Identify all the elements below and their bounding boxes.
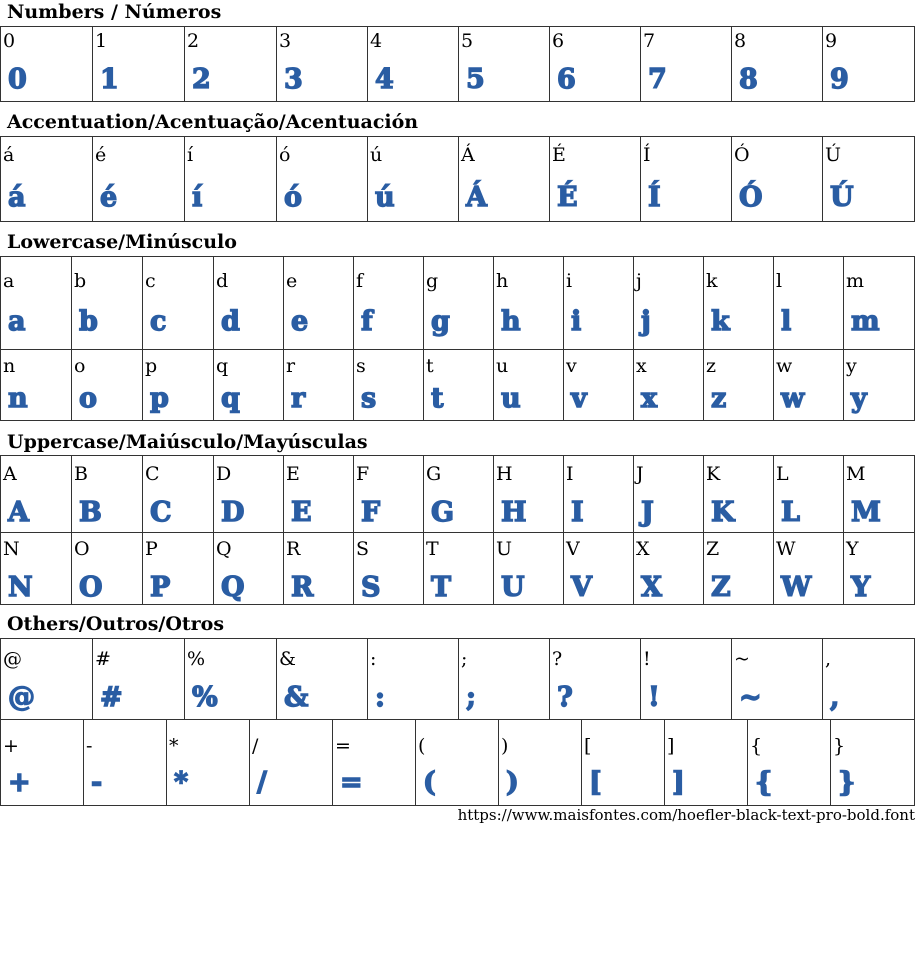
glyph-cell-w-57 (774, 532, 844, 604)
font-sample-glyph: j (641, 306, 651, 337)
character-label: j (636, 270, 642, 292)
glyph-cell-8-38 (732, 27, 823, 101)
character-label: q (216, 355, 229, 377)
font-sample-glyph: ; (466, 682, 476, 713)
glyph-cell-m-4d (844, 456, 914, 532)
font-sample-glyph: D (221, 497, 245, 528)
character-label: C (145, 463, 160, 485)
character-label: h (496, 270, 509, 292)
font-sample-glyph: w (781, 383, 805, 414)
font-sample-glyph: 3 (284, 64, 303, 95)
character-label: ú (370, 144, 383, 166)
font-sample-glyph: c (150, 306, 167, 337)
font-sample-glyph: U (501, 572, 525, 603)
character-label: J (636, 463, 644, 485)
character-label: } (833, 735, 846, 757)
glyph-cell-u7e (732, 639, 823, 719)
font-sample-glyph: á (8, 182, 26, 213)
font-sample-glyph: Q (221, 572, 245, 603)
font-sample-glyph: T (431, 572, 452, 603)
font-sample-glyph: X (641, 572, 662, 603)
font-sample-glyph: i (571, 306, 582, 337)
character-label: 7 (643, 30, 656, 52)
character-label: b (74, 270, 87, 292)
character-label: i (566, 270, 573, 292)
character-label: s (356, 355, 366, 377)
font-sample-glyph: B (79, 497, 102, 528)
glyph-cell-2-32 (185, 27, 277, 101)
glyph-cell-j-4a (634, 456, 704, 532)
character-label: ) (501, 735, 509, 757)
character-label: S (356, 538, 370, 560)
font-sample-glyph: s (361, 383, 377, 414)
character-label: m (846, 270, 865, 292)
glyph-cell-x-58 (634, 532, 704, 604)
character-label: ? (552, 648, 563, 670)
character-label: R (286, 538, 301, 560)
character-label: F (356, 463, 370, 485)
section-title-uppercase: Uppercase/Maiúsculo/Mayúsculas (7, 431, 368, 453)
font-sample-glyph: o (79, 383, 98, 414)
glyph-cell-u3d (333, 719, 416, 805)
font-sample-glyph: V (571, 572, 592, 603)
font-sample-glyph: K (711, 497, 735, 528)
font-sample-glyph: C (150, 497, 172, 528)
font-sample-glyph: 9 (830, 64, 849, 95)
character-label: K (706, 463, 721, 485)
uppercase-grid (0, 455, 915, 605)
character-label: ! (643, 648, 651, 670)
glyph-cell-uc9 (550, 137, 641, 221)
font-sample-glyph: ! (648, 682, 660, 713)
font-sample-glyph: Ó (739, 182, 763, 213)
character-label: 0 (3, 30, 16, 52)
glyph-cell-x-78 (634, 349, 704, 420)
accentuation-grid (0, 136, 915, 222)
character-label: X (636, 538, 650, 560)
glyph-cell-3-33 (277, 27, 368, 101)
font-sample-glyph: h (501, 306, 521, 337)
font-sample-glyph: ( (423, 767, 436, 798)
character-label: H (496, 463, 513, 485)
glyph-cell-n-4e (1, 532, 72, 604)
glyph-cell-d-44 (214, 456, 284, 532)
font-sample-glyph: b (79, 306, 98, 337)
character-label: á (3, 144, 15, 166)
glyph-cell-u5b (582, 719, 665, 805)
glyph-cell-j-6a (634, 257, 704, 349)
character-label: # (95, 648, 111, 670)
font-sample-glyph: / (257, 767, 267, 798)
character-label: t (426, 355, 434, 377)
character-label: : (370, 648, 377, 670)
glyph-cell-uda (823, 137, 914, 221)
font-sample-glyph: g (431, 306, 450, 337)
font-sample-glyph: G (431, 497, 455, 528)
glyph-cell-u2b (1, 719, 84, 805)
character-label: B (74, 463, 88, 485)
glyph-cell-g-47 (424, 456, 494, 532)
font-sample-glyph: x (641, 383, 658, 414)
character-label: ó (279, 144, 291, 166)
character-label: f (356, 270, 364, 292)
glyph-cell-ued (185, 137, 277, 221)
glyph-cell-ucd (641, 137, 732, 221)
character-label: v (566, 355, 577, 377)
others-grid (0, 638, 915, 806)
glyph-cell-y-79 (844, 349, 914, 420)
font-sample-glyph: d (221, 306, 240, 337)
glyph-cell-p-50 (143, 532, 214, 604)
character-label: e (286, 270, 298, 292)
glyph-cell-r-72 (284, 349, 354, 420)
font-sample-glyph: - (91, 767, 103, 798)
glyph-cell-6-36 (550, 27, 641, 101)
character-label: ~ (734, 648, 750, 670)
font-sample-glyph: p (150, 383, 169, 414)
font-sample-glyph: E (291, 497, 312, 528)
glyph-cell-z-7a (704, 349, 774, 420)
glyph-cell-q-51 (214, 532, 284, 604)
font-sample-glyph: 8 (739, 64, 758, 95)
glyph-cell-t-74 (424, 349, 494, 420)
character-label: Ú (825, 144, 842, 166)
glyph-cell-u21 (641, 639, 732, 719)
font-sample-glyph: ] (672, 767, 685, 798)
character-label: Z (706, 538, 720, 560)
font-sample-glyph: q (221, 383, 240, 414)
glyph-cell-u23 (93, 639, 185, 719)
glyph-cell-v-56 (564, 532, 634, 604)
character-label: L (776, 463, 789, 485)
glyph-cell-v-76 (564, 349, 634, 420)
font-sample-glyph: & (284, 682, 309, 713)
glyph-cell-o-4f (72, 532, 143, 604)
glyph-cell-f-46 (354, 456, 424, 532)
character-label: U (496, 538, 513, 560)
font-sample-glyph: % (192, 682, 218, 713)
glyph-cell-l-4c (774, 456, 844, 532)
character-label: { (750, 735, 763, 757)
glyph-cell-w-77 (774, 349, 844, 420)
glyph-cell-m-6d (844, 257, 914, 349)
character-label: O (74, 538, 90, 560)
font-sample-glyph: É (557, 182, 578, 213)
glyph-cell-uf3 (277, 137, 368, 221)
character-label: % (187, 648, 206, 670)
glyph-cell-k-4b (704, 456, 774, 532)
glyph-cell-u2d (84, 719, 167, 805)
font-sample-glyph: Ú (830, 182, 854, 213)
glyph-cell-u2c (823, 639, 914, 719)
glyph-cell-ue9 (93, 137, 185, 221)
font-sample-glyph: : (375, 682, 385, 713)
glyph-cell-c-43 (143, 456, 214, 532)
character-label: Y (846, 538, 859, 560)
glyph-cell-u3b (459, 639, 550, 719)
source-url: https://www.maisfontes.com/hoefler-black-text-pro-bold.font (457, 806, 915, 824)
font-sample-glyph: , (830, 682, 840, 713)
font-sample-glyph: 7 (648, 64, 667, 95)
character-label: Q (216, 538, 232, 560)
font-sample-glyph: [ (589, 767, 602, 798)
character-label: w (776, 355, 793, 377)
character-label: [ (584, 735, 592, 757)
character-label: - (86, 735, 93, 757)
glyph-cell-s-73 (354, 349, 424, 420)
glyph-cell-ud3 (732, 137, 823, 221)
character-label: Á (461, 144, 475, 166)
character-label: ] (667, 735, 675, 757)
character-label: Í (643, 144, 651, 166)
glyph-cell-q-71 (214, 349, 284, 420)
glyph-cell-s-53 (354, 532, 424, 604)
glyph-cell-y-59 (844, 532, 914, 604)
font-sample-glyph: 4 (375, 64, 394, 95)
font-sample-glyph: e (291, 306, 309, 337)
section-title-accentuation: Accentuation/Acentuação/Acentuación (7, 111, 419, 133)
character-label: z (706, 355, 717, 377)
character-label: é (95, 144, 107, 166)
glyph-cell-7-37 (641, 27, 732, 101)
font-sample-glyph: l (781, 306, 792, 337)
character-label: p (145, 355, 158, 377)
character-label: l (776, 270, 783, 292)
glyph-cell-e-45 (284, 456, 354, 532)
numbers-grid (0, 26, 915, 102)
font-sample-glyph: y (851, 383, 867, 414)
character-label: / (252, 735, 259, 757)
glyph-cell-h-48 (494, 456, 564, 532)
font-sample-glyph: f (361, 306, 373, 337)
font-sample-glyph: = (340, 767, 363, 798)
font-sample-glyph: R (291, 572, 314, 603)
character-label: y (846, 355, 857, 377)
character-label: M (846, 463, 866, 485)
font-sample-glyph: í (192, 182, 203, 213)
font-sample-glyph: } (838, 767, 856, 798)
font-sample-glyph: Y (851, 572, 871, 603)
character-label: 9 (825, 30, 838, 52)
glyph-cell-h-68 (494, 257, 564, 349)
font-sample-glyph: J (641, 497, 654, 528)
font-sample-glyph: ? (557, 682, 573, 713)
glyph-cell-f-66 (354, 257, 424, 349)
font-sample-glyph: r (291, 383, 306, 414)
character-label: N (3, 538, 20, 560)
font-sample-glyph: m (851, 306, 880, 337)
character-label: d (216, 270, 229, 292)
character-label: k (706, 270, 718, 292)
character-label: G (426, 463, 442, 485)
character-label: 1 (95, 30, 108, 52)
font-sample-glyph: Í (648, 182, 661, 213)
font-sample-glyph: S (361, 572, 381, 603)
character-label: A (3, 463, 17, 485)
glyph-cell-i-49 (564, 456, 634, 532)
font-sample-glyph: k (711, 306, 730, 337)
character-label: & (279, 648, 296, 670)
font-sample-glyph: a (8, 306, 26, 337)
glyph-cell-b-42 (72, 456, 143, 532)
character-label: W (776, 538, 796, 560)
font-sample-glyph: N (8, 572, 33, 603)
font-sample-glyph: Á (466, 182, 487, 213)
font-sample-glyph: P (150, 572, 171, 603)
font-sample-glyph: Z (711, 572, 731, 603)
glyph-cell-p-70 (143, 349, 214, 420)
font-sample-glyph: ú (375, 182, 395, 213)
character-label: 3 (279, 30, 292, 52)
glyph-cell-d-64 (214, 257, 284, 349)
character-label: 2 (187, 30, 200, 52)
font-sample-glyph: H (501, 497, 527, 528)
font-sample-glyph: F (361, 497, 381, 528)
font-sample-glyph: I (571, 497, 584, 528)
glyph-cell-z-5a (704, 532, 774, 604)
glyph-cell-1-31 (93, 27, 185, 101)
character-label: í (187, 144, 194, 166)
font-sample-glyph: ó (284, 182, 303, 213)
glyph-cell-0-30 (1, 27, 93, 101)
character-label: Ó (734, 144, 750, 166)
font-sample-glyph: + (8, 767, 31, 798)
glyph-cell-u7b (748, 719, 831, 805)
character-label: a (3, 270, 15, 292)
font-sample-glyph: W (781, 572, 812, 603)
glyph-cell-ue1 (1, 137, 93, 221)
glyph-cell-u28 (416, 719, 499, 805)
glyph-cell-u5d (665, 719, 748, 805)
glyph-cell-ufa (368, 137, 459, 221)
character-label: D (216, 463, 232, 485)
character-label: V (566, 538, 580, 560)
font-sample-glyph: { (755, 767, 773, 798)
character-label: + (3, 735, 19, 757)
font-sample-glyph: M (851, 497, 881, 528)
glyph-cell-l-6c (774, 257, 844, 349)
character-label: * (169, 735, 179, 757)
lowercase-grid (0, 256, 915, 421)
glyph-cell-u40 (1, 639, 93, 719)
glyph-cell-u29 (499, 719, 582, 805)
section-title-others: Others/Outros/Otros (7, 613, 225, 635)
font-sample-glyph: 2 (192, 64, 211, 95)
glyph-cell-i-69 (564, 257, 634, 349)
glyph-cell-n-6e (1, 349, 72, 420)
font-sample-glyph: L (781, 497, 800, 528)
font-sample-glyph: ~ (739, 682, 762, 713)
character-label: , (825, 648, 832, 670)
glyph-cell-u7d (831, 719, 914, 805)
font-sample-glyph: # (100, 682, 123, 713)
glyph-cell-u3f (550, 639, 641, 719)
glyph-cell-g-67 (424, 257, 494, 349)
glyph-cell-u3a (368, 639, 459, 719)
glyph-cell-t-54 (424, 532, 494, 604)
glyph-cell-u25 (185, 639, 277, 719)
glyph-cell-u2f (250, 719, 333, 805)
glyph-cell-c-63 (143, 257, 214, 349)
glyph-cell-a-61 (1, 257, 72, 349)
font-sample-glyph: t (431, 383, 444, 414)
character-label: r (286, 355, 296, 377)
glyph-cell-k-6b (704, 257, 774, 349)
character-label: 8 (734, 30, 747, 52)
glyph-cell-b-62 (72, 257, 143, 349)
character-label: 5 (461, 30, 474, 52)
character-label: = (335, 735, 351, 757)
glyph-cell-a-41 (1, 456, 72, 532)
character-label: 4 (370, 30, 383, 52)
character-label: ( (418, 735, 426, 757)
glyph-cell-u-75 (494, 349, 564, 420)
font-sample-glyph: z (711, 383, 727, 414)
character-label: ; (461, 648, 468, 670)
font-sample-glyph: u (501, 383, 521, 414)
font-sample-glyph: 6 (557, 64, 576, 95)
glyph-cell-4-34 (368, 27, 459, 101)
character-label: n (3, 355, 16, 377)
font-sample-glyph: 1 (100, 64, 119, 95)
character-label: 6 (552, 30, 565, 52)
section-title-numbers: Numbers / Números (7, 1, 222, 23)
font-sample-glyph: 5 (466, 64, 485, 95)
character-label: g (426, 270, 439, 292)
character-label: o (74, 355, 86, 377)
font-sample-glyph: ) (506, 767, 519, 798)
character-label: T (426, 538, 439, 560)
character-label: x (636, 355, 647, 377)
font-sample-glyph: O (79, 572, 103, 603)
character-label: @ (3, 648, 22, 670)
glyph-cell-u-55 (494, 532, 564, 604)
glyph-cell-uc1 (459, 137, 550, 221)
glyph-cell-u26 (277, 639, 368, 719)
glyph-cell-o-6f (72, 349, 143, 420)
font-sample-glyph: v (571, 383, 587, 414)
glyph-cell-u2a (167, 719, 250, 805)
glyph-cell-r-52 (284, 532, 354, 604)
character-label: u (496, 355, 509, 377)
font-sample-glyph: é (100, 182, 118, 213)
font-sample-glyph: A (8, 497, 29, 528)
section-title-lowercase: Lowercase/Minúsculo (7, 231, 237, 253)
character-label: É (552, 144, 566, 166)
character-label: P (145, 538, 158, 560)
character-label: I (566, 463, 574, 485)
font-sample-glyph: 0 (8, 64, 27, 95)
glyph-cell-e-65 (284, 257, 354, 349)
font-sample-glyph: n (8, 383, 28, 414)
glyph-cell-9-39 (823, 27, 914, 101)
font-sample-glyph: * (174, 767, 189, 798)
character-label: E (286, 463, 300, 485)
font-sample-glyph: @ (8, 682, 35, 713)
character-label: c (145, 270, 156, 292)
glyph-cell-5-35 (459, 27, 550, 101)
